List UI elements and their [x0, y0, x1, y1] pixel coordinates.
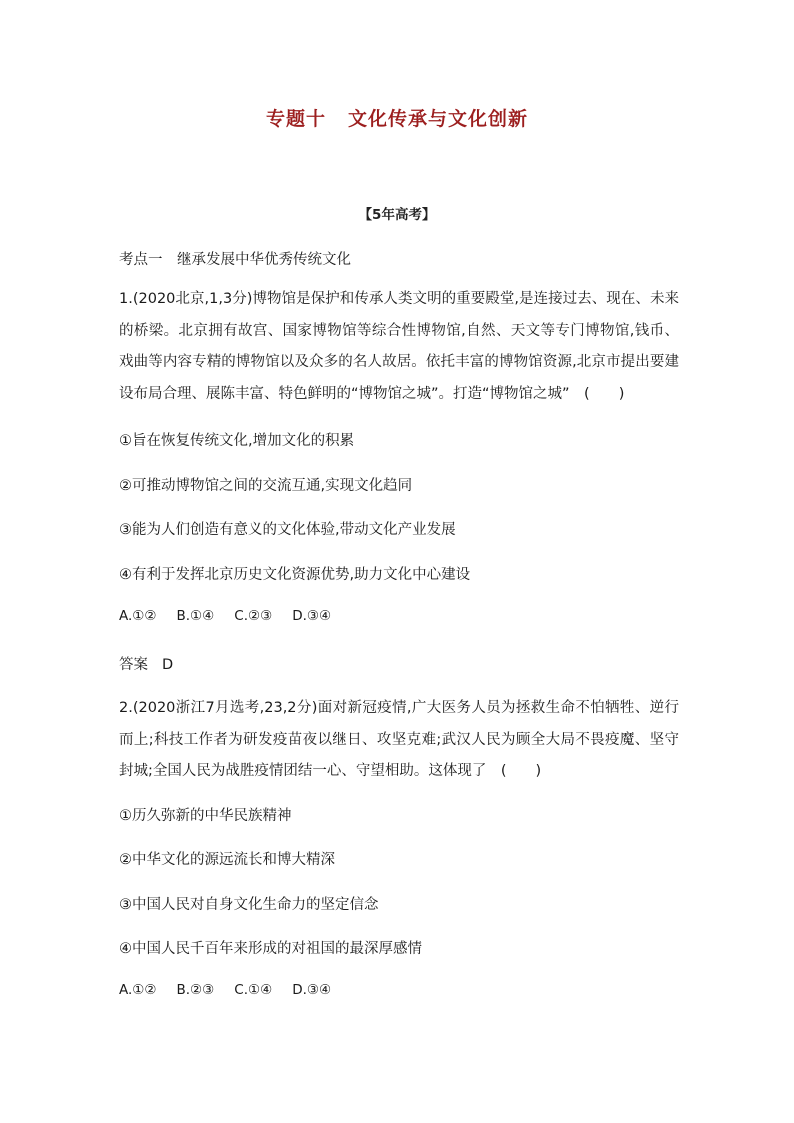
title-topic-number: 专题十 — [265, 108, 326, 130]
question-2-item-4: ④中国人民千百年来形成的对祖国的最深厚感情 — [119, 941, 422, 957]
question-2-item-3: ③中国人民对自身文化生命力的坚定信念 — [119, 897, 379, 913]
knowledge-point-heading: 考点一 继承发展中华优秀传统文化 — [119, 252, 351, 268]
answer-value: D — [162, 657, 174, 673]
question-1-item-1: ①旨在恢复传统文化,增加文化的积累 — [119, 433, 355, 449]
option-d: D.③④ — [292, 982, 332, 998]
answer-label: 答案 — [119, 657, 148, 673]
question-1-item-3: ③能为人们创造有意义的文化体验,带动文化产业发展 — [119, 522, 456, 538]
question-1-item-4: ④有利于发挥北京历史文化资源优势,助力文化中心建设 — [119, 567, 471, 583]
option-c: C.①④ — [234, 982, 273, 998]
question-1-answer — [119, 653, 173, 674]
option-b: B.①④ — [176, 608, 215, 624]
question-2-options — [119, 982, 351, 998]
question-2-item-1: ①历久弥新的中华民族精神 — [119, 808, 292, 824]
option-d: D.③④ — [292, 608, 332, 624]
question-1-item-2: ②可推动博物馆之间的交流互通,实现文化趋同 — [119, 478, 413, 494]
option-a: A.①② — [119, 982, 157, 998]
section-heading: 【5年高考】 — [358, 207, 436, 223]
question-2-stem: 2.(2020浙江7月选考,23,2分)面对新冠疫情,广大医务人员为拯救生命不怕牺牲、逆行而上;科技工作者为研发疫苗夜以继日、攻坚克难;武汉人民为顾全大局不畏疫魔、坚守封城;全国人民为战胜疫情团结一心、守望相助。这体现了 ( ) — [119, 700, 679, 779]
option-b: B.②③ — [176, 982, 215, 998]
question-2-item-2: ②中华文化的源远流长和博大精深 — [119, 852, 335, 868]
page-title — [0, 104, 794, 131]
title-topic-name: 文化传承与文化创新 — [348, 108, 529, 130]
option-c: C.②③ — [234, 608, 273, 624]
question-1-options — [119, 608, 351, 624]
option-a: A.①② — [119, 608, 157, 624]
question-1-stem: 1.(2020北京,1,3分)博物馆是保护和传承人类文明的重要殿堂,是连接过去、现在、未来的桥梁。北京拥有故宫、国家博物馆等综合性博物馆,自然、天文等专门博物馆,钱币、戏曲等内容专精的博物馆以及众多的名人故居。依托丰富的博物馆资源,北京市提出要建设布局合理、展陈丰富、特色鲜明的“博物馆之城”。打造“博物馆之城” ( ) — [119, 291, 679, 402]
